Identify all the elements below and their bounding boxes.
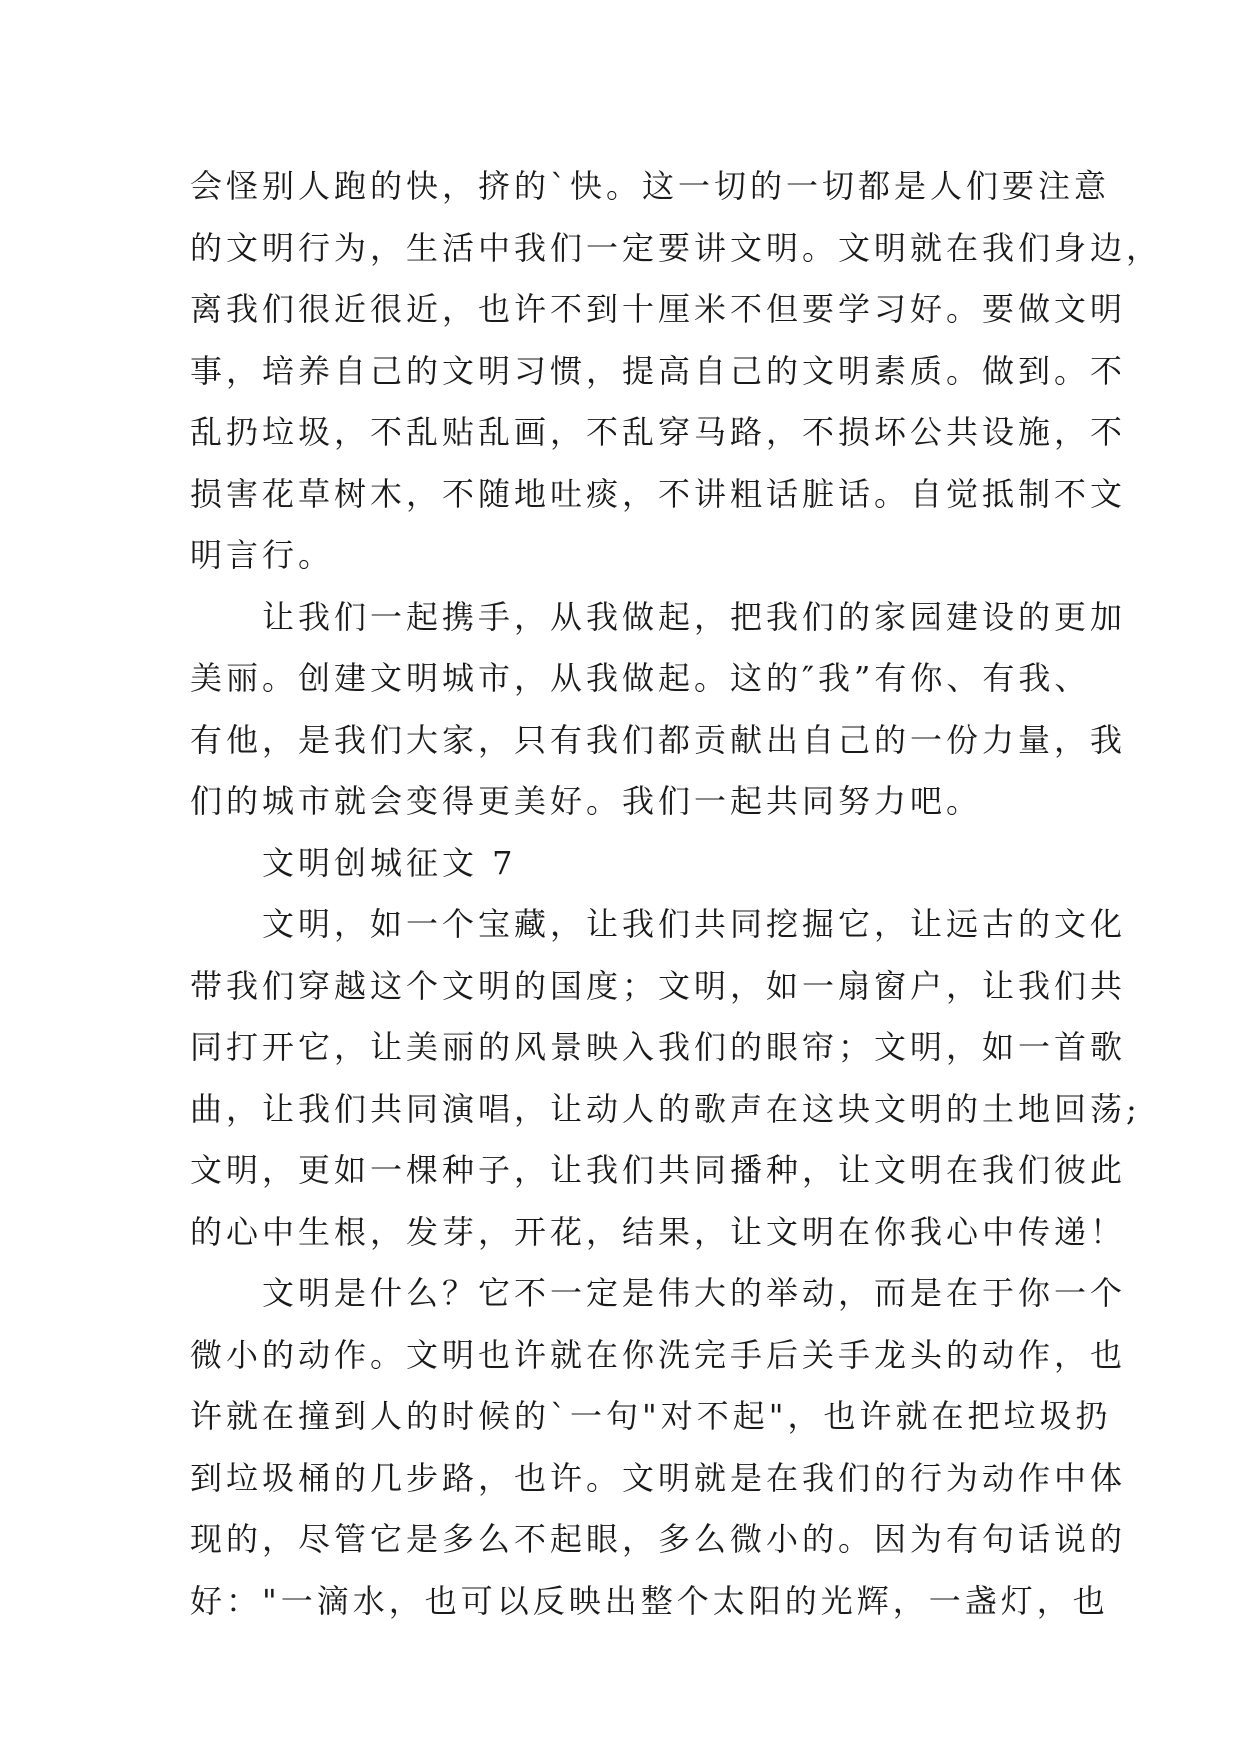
- section-heading: 文明创城征文 7: [190, 843, 517, 882]
- text-line: 会怪别人跑的快，挤的`快。这一切的一切都是人们要注意: [190, 167, 1111, 205]
- text-line: 好："一滴水，也可以反映出整个太阳的光辉，一盏灯，也: [190, 1581, 1109, 1620]
- text-line: 现的，尽管它是多么不起眼，多么微小的。因为有句话说的: [190, 1520, 1127, 1558]
- text-line: 让我们一起携手，从我做起，把我们的家园建设的更加: [190, 597, 1127, 636]
- text-line: 美丽。创建文明城市，从我做起。这的″我”有你、有我、: [190, 659, 1091, 697]
- text-line: 离我们很近很近，也许不到十厘米不但要学习好。要做文明: [190, 290, 1127, 328]
- text-line: 的文明行为，生活中我们一定要讲文明。文明就在我们身边，: [190, 228, 1163, 267]
- text-line: 明言行。: [190, 536, 335, 574]
- text-line: 文明，更如一棵种子，让我们共同播种，让文明在我们彼此: [190, 1151, 1127, 1189]
- text-line: 到垃圾桶的几步路，也许。文明就是在我们的行为动作中体: [190, 1458, 1127, 1497]
- text-line: 的心中生根，发芽，开花，结果，让文明在你我心中传递！: [190, 1212, 1127, 1251]
- text-line: 带我们穿越这个文明的国度；文明，如一扇窗户，让我们共: [190, 966, 1127, 1005]
- text-line: 微小的动作。文明也许就在你洗完手后关手龙头的动作，也: [190, 1335, 1127, 1374]
- text-line: 事，培养自己的文明习惯，提高自己的文明素质。做到。不: [190, 351, 1127, 390]
- text-line: 许就在撞到人的时候的`一句"对不起"，也许就在把垃圾扔: [190, 1397, 1112, 1435]
- text-line: 乱扔垃圾，不乱贴乱画，不乱穿马路，不损坏公共设施，不: [190, 413, 1127, 451]
- text-line: 损害花草树木，不随地吐痰，不讲粗话脏话。自觉抵制不文: [190, 474, 1127, 513]
- document-body: [190, 156, 1163, 1632]
- text-line: 有他，是我们大家，只有我们都贡献出自己的一份力量，我: [190, 720, 1127, 759]
- text-line: 们的城市就会变得更美好。我们一起共同努力吧。: [190, 782, 983, 820]
- text-line: 文明，如一个宝藏，让我们共同挖掘它，让远古的文化: [190, 905, 1127, 943]
- text-line: 文明是什么？它不一定是伟大的举动，而是在于你一个: [190, 1274, 1127, 1312]
- text-line: 曲，让我们共同演唱，让动人的歌声在这块文明的土地回荡;: [190, 1089, 1141, 1128]
- text-line: 同打开它，让美丽的风景映入我们的眼帘；文明，如一首歌: [190, 1028, 1127, 1066]
